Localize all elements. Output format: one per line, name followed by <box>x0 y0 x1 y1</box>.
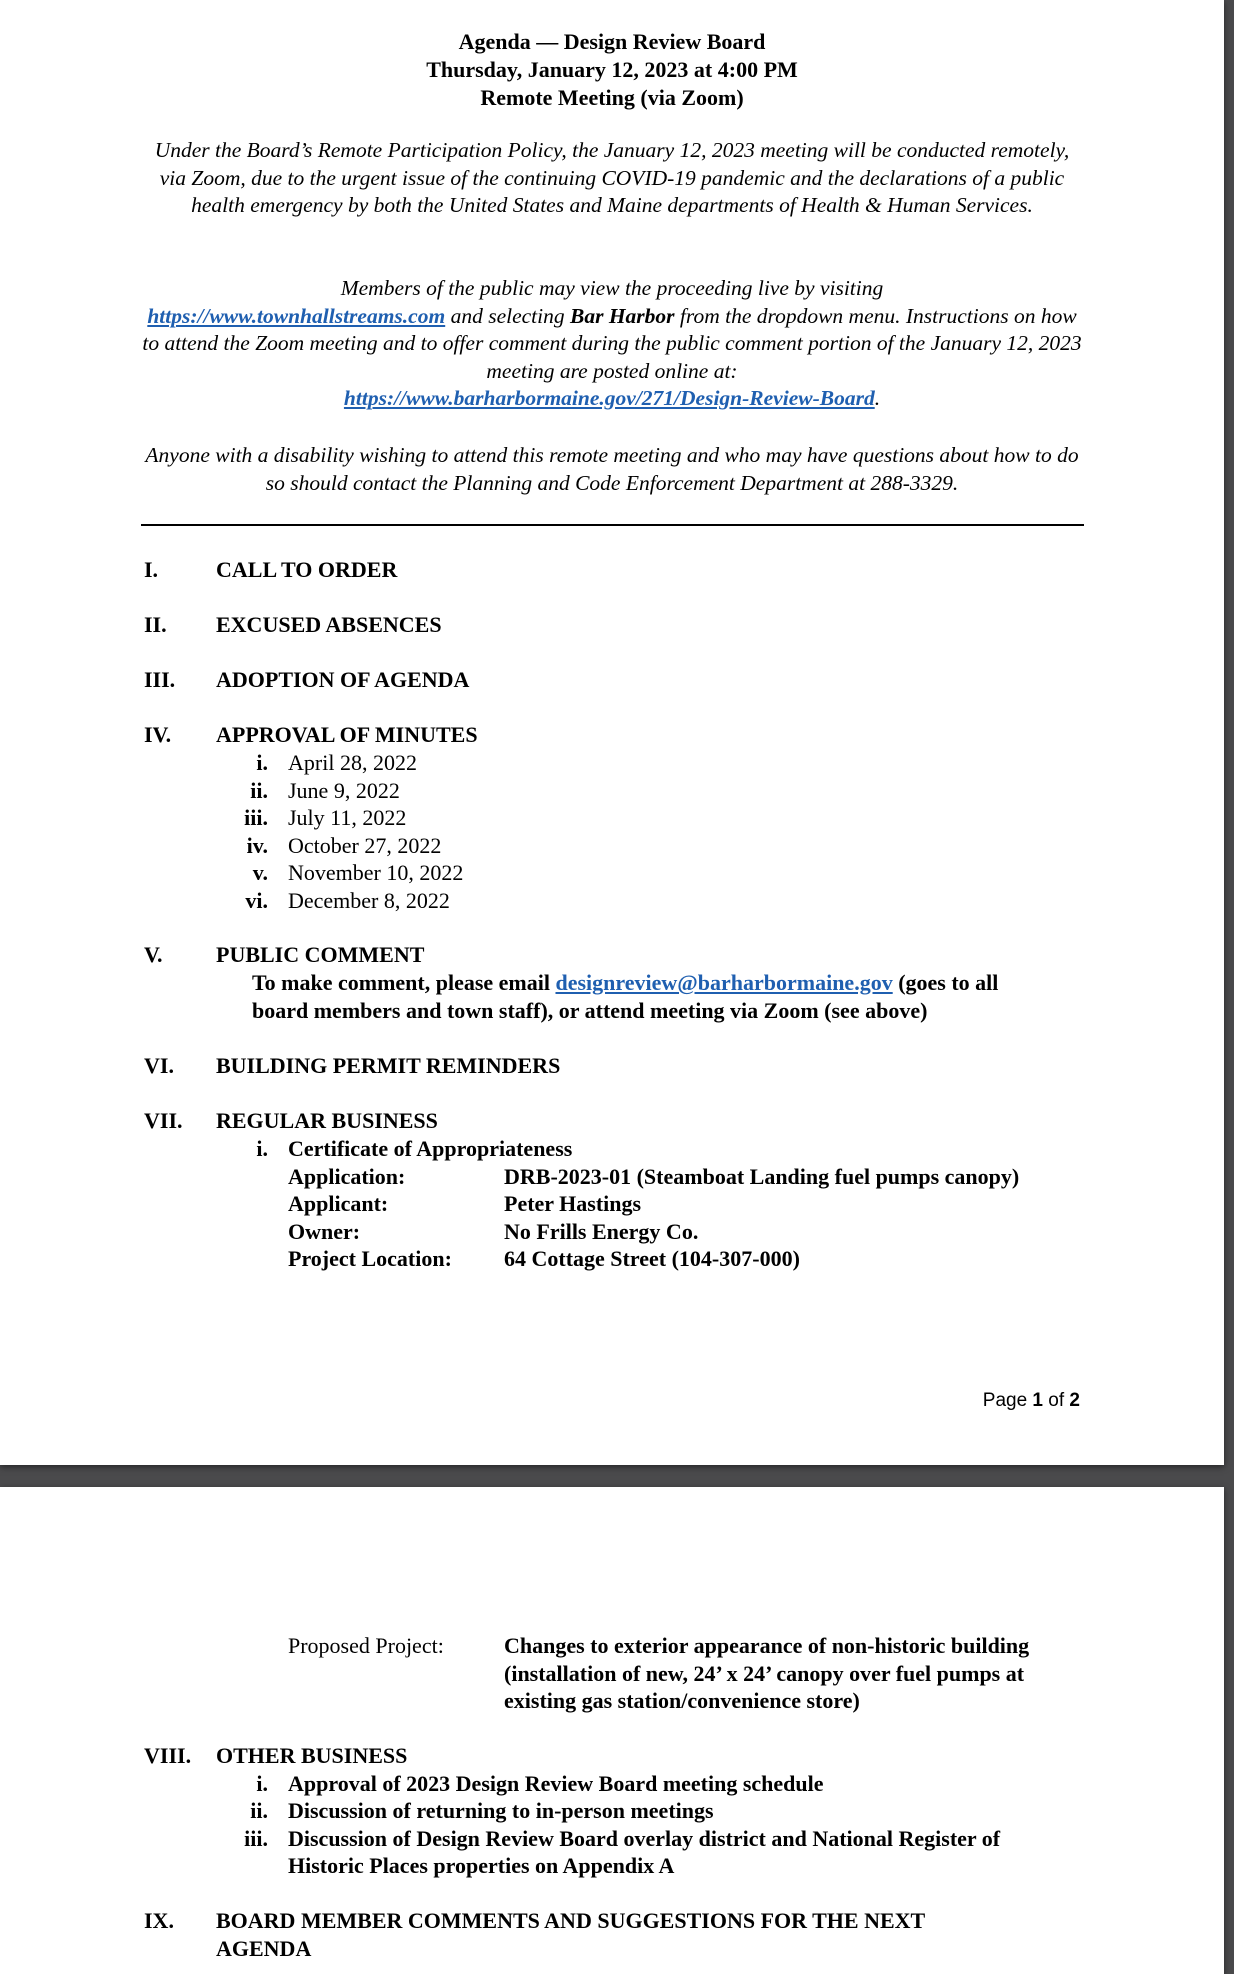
meeting-datetime: Thursday, January 12, 2023 at 4:00 PM <box>426 57 798 82</box>
document-page-1: Agenda — Design Review Board Thursday, January 12, 2023 at 4:00 PM Remote Meeting (via Zoom) Under the Board’s Remote Participation Policy, the January 12, 2023 meeting will be conducted remotely, via Zoom, due to the urgent issue of the continuing COVID-19 pandemic and the declarations of a public health emergency by both the United States and Maine departments of Health & Human Services. Members of the public may view the proceeding live by visiting https://www.townhallstreams.com and selecting Bar Harbor from the dropdown menu. Instructions on how to attend the Zoom meeting and to offer comment during the public comment portion of the January 12, 2023 meeting are posted online at: https://www.barharbormaine.gov/271/Design-Review-Board. Anyone with a disability wishing to attend this remote meeting and who may have questions about how to do so should contact the Planning and Code Enforcement Department at 288-3329. I. CALL TO ORDER II. EXCUSED ABSENCES III. ADOPTION OF AGENDA IV. APPROVAL OF MINUTES i. April 28, 2022 ii. June 9, 2022 iii. July 11, 2022 iv. October 27, 2022 v. November 10, 2022 vi. December 8, 2022 V. PUBLIC COMMENT To make comment, please email designreview@barharbormaine.gov (goes to all board members and town staff), or attend meeting via Zoom (see above) VI. BUILDING PERMIT REMINDERS VII. REGULAR BUSINESS i. Certificate of Appropriateness Application: DRB-2023-01 (Steamboat Landing fuel pumps canopy) Applicant: Peter Hastings Owner: No Frills Energy Co. Project Location: 64 Cottage Street (104-307-000) Page 1 of 2 <box>0 0 1224 1465</box>
public-viewing-notice: Members of the public may view the proceeding live by visiting https://www.townhallstreams.com and selecting Bar Harbor from the dropdown menu. Instructions on how to attend the Zoom meeting and to offer comment during the public comment portion of the January 12, 2023 meeting are posted online at: https://www.barharbormaine.gov/271/Design-Review-Board. <box>142 276 1082 410</box>
designreview-email-link[interactable]: designreview@barharbormaine.gov <box>555 970 893 995</box>
page-number-footer: Page 1 of 2 <box>982 1390 1080 1411</box>
townhallstreams-link[interactable]: https://www.townhallstreams.com <box>147 303 446 328</box>
document-page-2: Proposed Project: Changes to exterior appearance of non-historic building (installation of new, 24’ x 24’ canopy over fuel pumps at existing gas station/convenience store) VIII. OTHER BUSINESS i. Approval of 2023 Design Review Board meeting schedule ii. Discussion of returning to in-person meetings iii. Discussion of Design Review Board overlay district and National Register of Historic Places properties on Appendix A IX. BOARD MEMBER COMMENTS AND SUGGESTIONS FOR THE NEXT AGENDA <box>0 1487 1224 1974</box>
remote-policy-notice: Under the Board’s Remote Participation Policy, the January 12, 2023 meeting will be conducted remotely, via Zoom, due to the urgent issue of the continuing COVID-19 pandemic and the declarations of a public health emergency by both the United States and Maine departments of Health & Human Services. <box>154 138 1070 217</box>
agenda-title: Agenda — Design Review Board <box>458 29 766 54</box>
disability-notice: Anyone with a disability wishing to attend this remote meeting and who may have questions about how to do so should contact the Planning and Code Enforcement Department at 288-3329. <box>145 443 1079 495</box>
bar-harbor-label: Bar Harbor <box>570 303 675 328</box>
meeting-location: Remote Meeting (via Zoom) <box>480 85 744 110</box>
divider-rule <box>141 524 1084 526</box>
public-comment-instructions: To make comment, please email designreview@barharbormaine.gov (goes to all board members and town staff), or attend meeting via Zoom (see above) <box>252 970 999 1023</box>
agenda-header <box>0 28 1224 112</box>
design-review-board-link[interactable]: https://www.barharbormaine.gov/271/Design-Review-Board <box>343 386 875 410</box>
